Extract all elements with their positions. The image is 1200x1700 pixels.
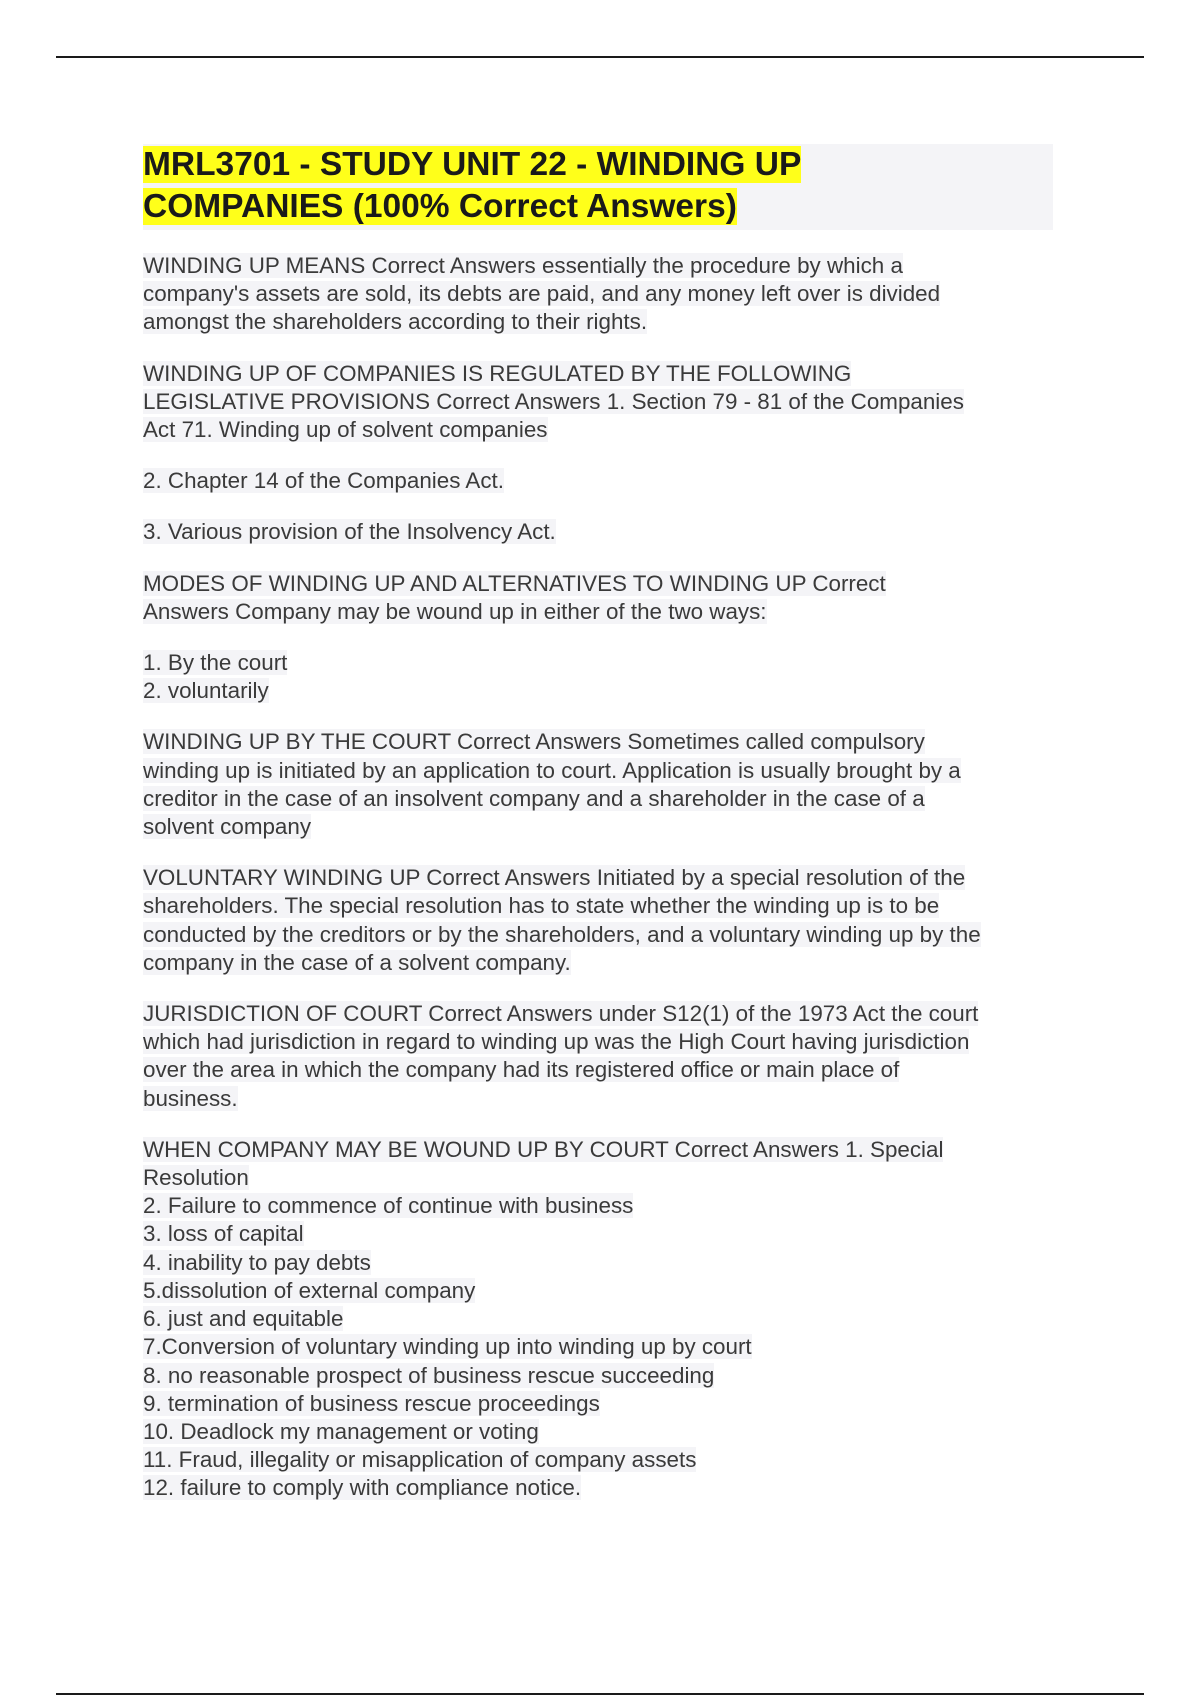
text-line-content: WINDING UP OF COMPANIES IS REGULATED BY THE FOLLOWING bbox=[143, 360, 852, 386]
text-line-content: JURISDICTION OF COURT Correct Answers under S12(1) of the 1973 Act the court bbox=[143, 1001, 979, 1027]
text-line bbox=[143, 1164, 1053, 1192]
text-line bbox=[143, 570, 1053, 598]
text-line-content: winding up is initiated by an application to court. Application is usually brought by a bbox=[143, 757, 961, 783]
text-line bbox=[143, 1028, 1053, 1056]
document-title bbox=[143, 144, 1053, 228]
text-line-content: 4. inability to pay debts bbox=[143, 1249, 371, 1275]
text-line bbox=[143, 728, 1053, 756]
text-line bbox=[143, 252, 1053, 280]
text-line-content: 5.dissolution of external company bbox=[143, 1277, 476, 1303]
text-line-content: 3. Various provision of the Insolvency Act. bbox=[143, 519, 556, 545]
paragraph-insolvency-act bbox=[143, 518, 1053, 546]
text-line-content: 7.Conversion of voluntary winding up into winding up by court bbox=[143, 1334, 752, 1360]
text-line-content: WINDING UP MEANS Correct Answers essentially the procedure by which a bbox=[143, 253, 903, 278]
document-body bbox=[143, 144, 1053, 1526]
paragraph-when-wound-up-by-court bbox=[143, 1136, 1053, 1503]
text-line-content: WINDING UP BY THE COURT Correct Answers Sometimes called compulsory bbox=[143, 729, 925, 755]
text-line bbox=[143, 1085, 1053, 1113]
text-line bbox=[143, 598, 1053, 626]
text-line-content: over the area in which the company had its registered office or main place of bbox=[143, 1057, 900, 1083]
text-line bbox=[143, 1220, 1053, 1248]
text-line bbox=[143, 308, 1053, 336]
title-line: COMPANIES (100% Correct Answers) bbox=[143, 188, 737, 225]
text-line-content: VOLUNTARY WINDING UP Correct Answers Initiated by a special resolution of the bbox=[143, 865, 966, 891]
text-line-content: 2. voluntarily bbox=[143, 678, 269, 704]
text-line-content: MODES OF WINDING UP AND ALTERNATIVES TO WINDING UP Correct bbox=[143, 570, 886, 596]
text-line bbox=[143, 1362, 1053, 1390]
text-line bbox=[143, 1474, 1053, 1502]
text-line bbox=[143, 280, 1053, 308]
text-line bbox=[143, 892, 1053, 920]
paragraph-winding-up-means bbox=[143, 252, 1053, 337]
text-line-content: 3. loss of capital bbox=[143, 1221, 304, 1247]
text-line-content: WHEN COMPANY MAY BE WOUND UP BY COURT Correct Answers 1. Special bbox=[143, 1136, 944, 1162]
text-line-content: company in the case of a solvent company. bbox=[143, 949, 571, 975]
text-line bbox=[143, 864, 1053, 892]
text-line-content: 2. Chapter 14 of the Companies Act. bbox=[143, 468, 504, 494]
bottom-rule bbox=[56, 1693, 1144, 1695]
text-line bbox=[143, 921, 1053, 949]
paragraph-winding-up-by-court bbox=[143, 728, 1053, 841]
text-line-content: 11. Fraud, illegality or misapplication of company assets bbox=[143, 1447, 697, 1473]
paragraph-chapter-14 bbox=[143, 467, 1053, 495]
text-line bbox=[143, 677, 1053, 705]
text-line-content: 9. termination of business rescue proceedings bbox=[143, 1390, 600, 1416]
qa-blocks bbox=[143, 252, 1053, 1503]
text-line bbox=[143, 1136, 1053, 1164]
text-line bbox=[143, 360, 1053, 388]
text-line-content: amongst the shareholders according to their rights. bbox=[143, 309, 648, 335]
text-line bbox=[143, 1277, 1053, 1305]
text-line-content: 12. failure to comply with compliance notice. bbox=[143, 1475, 582, 1501]
text-line bbox=[143, 1000, 1053, 1028]
text-line bbox=[143, 757, 1053, 785]
text-line-content: 10. Deadlock my management or voting bbox=[143, 1418, 539, 1444]
top-rule bbox=[56, 56, 1144, 58]
text-line bbox=[143, 1305, 1053, 1333]
text-line bbox=[143, 1418, 1053, 1446]
text-line-content: creditor in the case of an insolvent company and a shareholder in the case of a bbox=[143, 785, 925, 811]
text-line-content: solvent company bbox=[143, 814, 312, 840]
text-line bbox=[143, 467, 1053, 495]
text-line-content: 1. By the court bbox=[143, 650, 288, 676]
paragraph-voluntary-winding-up bbox=[143, 864, 1053, 977]
text-line-content: 6. just and equitable bbox=[143, 1306, 344, 1332]
text-line-content: 2. Failure to commence of continue with business bbox=[143, 1193, 634, 1219]
text-line-content: Resolution bbox=[143, 1165, 249, 1191]
text-line bbox=[143, 949, 1053, 977]
text-line-content: Answers Company may be wound up in either of the two ways: bbox=[143, 598, 767, 624]
text-line bbox=[143, 785, 1053, 813]
title-line: MRL3701 - STUDY UNIT 22 - WINDING UP bbox=[143, 146, 802, 183]
text-line-content: conducted by the creditors or by the shareholders, and a voluntary winding up by the bbox=[143, 921, 981, 947]
paragraph-modes-of-winding-up bbox=[143, 570, 1053, 626]
text-line bbox=[143, 1249, 1053, 1277]
text-line bbox=[143, 649, 1053, 677]
text-line bbox=[143, 1056, 1053, 1084]
text-line bbox=[143, 416, 1053, 444]
paragraph-legislative-provisions bbox=[143, 360, 1053, 445]
text-line bbox=[143, 518, 1053, 546]
paragraph-two-ways-list bbox=[143, 649, 1053, 705]
text-line-content: business. bbox=[143, 1085, 238, 1111]
text-line bbox=[143, 1192, 1053, 1220]
text-line-content: LEGISLATIVE PROVISIONS Correct Answers 1. Section 79 - 81 of the Companies bbox=[143, 388, 964, 414]
text-line bbox=[143, 1333, 1053, 1361]
text-line bbox=[143, 1446, 1053, 1474]
text-line-content: company's assets are sold, its debts are paid, and any money left over is divided bbox=[143, 281, 941, 307]
text-line bbox=[143, 813, 1053, 841]
text-line-content: 8. no reasonable prospect of business rescue succeeding bbox=[143, 1362, 715, 1388]
text-line bbox=[143, 1390, 1053, 1418]
title-box bbox=[143, 144, 1053, 230]
text-line-content: Act 71. Winding up of solvent companies bbox=[143, 417, 548, 443]
text-line-content: shareholders. The special resolution has to state whether the winding up is to be bbox=[143, 893, 940, 919]
text-line bbox=[143, 388, 1053, 416]
paragraph-jurisdiction-of-court bbox=[143, 1000, 1053, 1113]
text-line-content: which had jurisdiction in regard to winding up was the High Court having jurisdiction bbox=[143, 1029, 970, 1055]
